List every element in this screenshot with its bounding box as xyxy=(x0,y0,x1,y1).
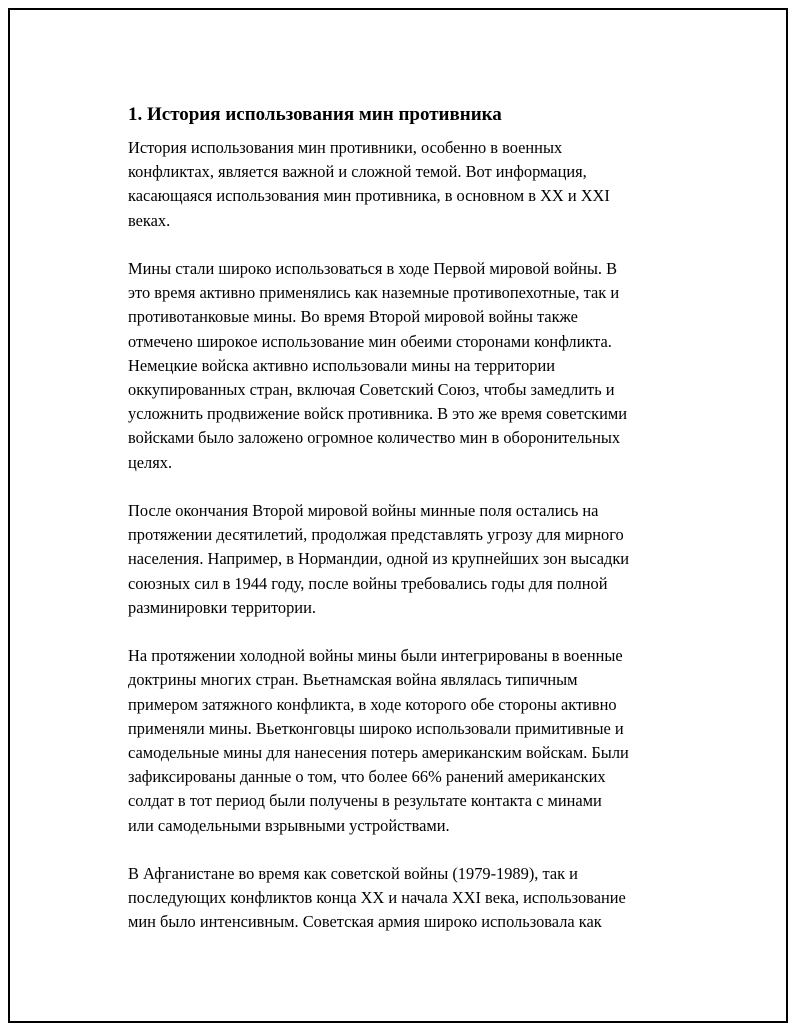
paragraph xyxy=(128,644,698,838)
text-line: самодельные мины для нанесения потерь американским войскам. Были xyxy=(128,743,629,763)
text-line: Мины стали широко использоваться в ходе Первой мировой войны. В xyxy=(128,259,618,278)
text-line: мин было интенсивным. Советская армия широко использовала как xyxy=(128,912,602,932)
text-line: это время активно применялись как наземные противопехотные, так и xyxy=(128,283,620,303)
text-line: разминировки территории. xyxy=(128,597,316,617)
text-line: Немецкие войска активно использовали мины на территории xyxy=(128,355,556,375)
text-line: оккупированных стран, включая Советский Союз, чтобы замедлить и xyxy=(128,380,615,400)
text-line: солдат в тот период были получены в результате контакта с минами xyxy=(128,791,602,811)
text-line: союзных сил в 1944 году, после войны требовались годы для полной xyxy=(128,573,608,593)
document-body xyxy=(128,102,698,959)
text-line: отмечено широкое использование мин обеими сторонами конфликта. xyxy=(128,331,612,351)
page-frame xyxy=(8,8,788,1023)
text-line: касающаяся использования мин противника, в основном в XX и XXI xyxy=(128,186,610,206)
text-line: населения. Например, в Нормандии, одной из крупнейших зон высадки xyxy=(128,549,630,569)
text-line: конфликтах, является важной и сложной темой. Вот информация, xyxy=(128,162,587,182)
text-line: История использования мин противники, особенно в военных xyxy=(128,138,563,157)
paragraph xyxy=(128,499,698,620)
text-line: примером затяжного конфликта, в ходе которого обе стороны активно xyxy=(128,694,617,714)
text-line: последующих конфликтов конца XX и начала XXI века, использование xyxy=(128,888,626,908)
text-line: или самодельными взрывными устройствами. xyxy=(128,815,450,835)
paragraph xyxy=(128,136,698,233)
text-line: применяли мины. Вьетконговцы широко использовали примитивные и xyxy=(128,718,624,738)
section-heading: 1. История использования мин противника xyxy=(128,104,502,125)
text-line: войсками было заложено огромное количество мин в оборонительных xyxy=(128,428,621,448)
text-line: В Афганистане во время как советской войны (1979-1989), так и xyxy=(128,864,578,884)
text-line: На протяжении холодной войны мины были интегрированы в военные xyxy=(128,646,623,666)
text-line: противотанковые мины. Во время Второй мировой войны также xyxy=(128,307,578,327)
paragraph xyxy=(128,862,698,935)
text-line: целях. xyxy=(128,452,173,472)
text-line: После окончания Второй мировой войны минные поля остались на xyxy=(128,501,599,521)
text-line: протяжении десятилетий, продолжая представлять угрозу для мирного xyxy=(128,525,624,545)
paragraph xyxy=(128,257,698,475)
text-line: доктрины многих стран. Вьетнамская война являлась типичным xyxy=(128,670,578,690)
text-line: веках. xyxy=(128,210,171,230)
text-line: зафиксированы данные о том, что более 66% ранений американских xyxy=(128,767,606,787)
text-line: усложнить продвижение войск противника. В это же время советскими xyxy=(128,404,628,424)
